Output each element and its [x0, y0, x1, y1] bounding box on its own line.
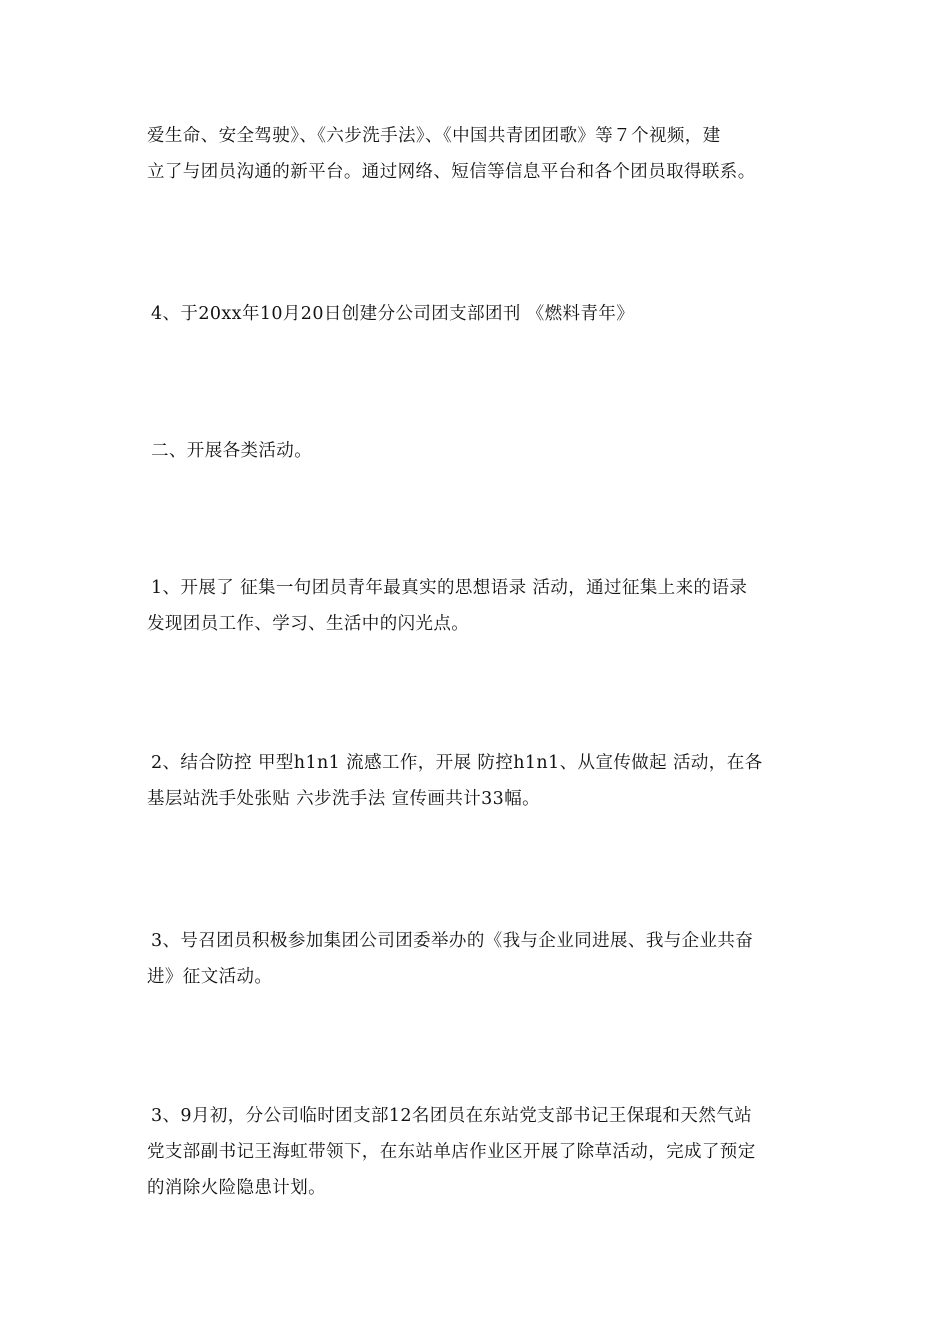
paragraph-item-1-quotes	[147, 570, 811, 642]
text-line: 2、结合防控 甲型h1n1 流感工作，开展 防控h1n1、从宣传做起 活动，在各	[151, 753, 763, 773]
text-line: 的消除火险隐患计划。	[147, 1178, 326, 1198]
text-line: 进》征文活动。	[147, 967, 273, 987]
text-line: 党支部副书记王海虹带领下，在东站单店作业区开展了除草活动，完成了预定	[147, 1142, 756, 1162]
text-line: 3、9月初，分公司临时团支部12名团员在东站党支部书记王保琨和天然气站	[151, 1106, 753, 1126]
paragraph-video-platform	[147, 118, 807, 190]
paragraph-item-3-weeding	[147, 1098, 811, 1206]
section-heading-activities	[151, 433, 811, 469]
paragraph-item-2-h1n1	[147, 745, 811, 817]
text-line: 爱生命、安全驾驶》、《六步洗手法》、《中国共青团团歌》等７个视频，建	[147, 126, 721, 146]
text-line: 1、开展了 征集一句团员青年最真实的思想语录 活动，通过征集上来的语录	[151, 578, 748, 598]
text-line: 立了与团员沟通的新平台。通过网络、短信等信息平台和各个团员取得联系。	[147, 162, 756, 182]
text-line: 基层站洗手处张贴 六步洗手法 宣传画共计33幅。	[147, 789, 540, 809]
paragraph-item-4-journal	[151, 296, 811, 332]
text-line: 3、号召团员积极参加集团公司团委举办的《我与企业同进展、我与企业共奋	[151, 931, 754, 951]
section-heading: 二、开展各类活动。	[151, 441, 313, 461]
paragraph-item-3-essay	[147, 923, 811, 995]
text-line: 4、于20xx年10月20日创建分公司团支部团刊 《燃料青年》	[151, 304, 635, 324]
text-line: 发现团员工作、学习、生活中的闪光点。	[147, 614, 470, 634]
